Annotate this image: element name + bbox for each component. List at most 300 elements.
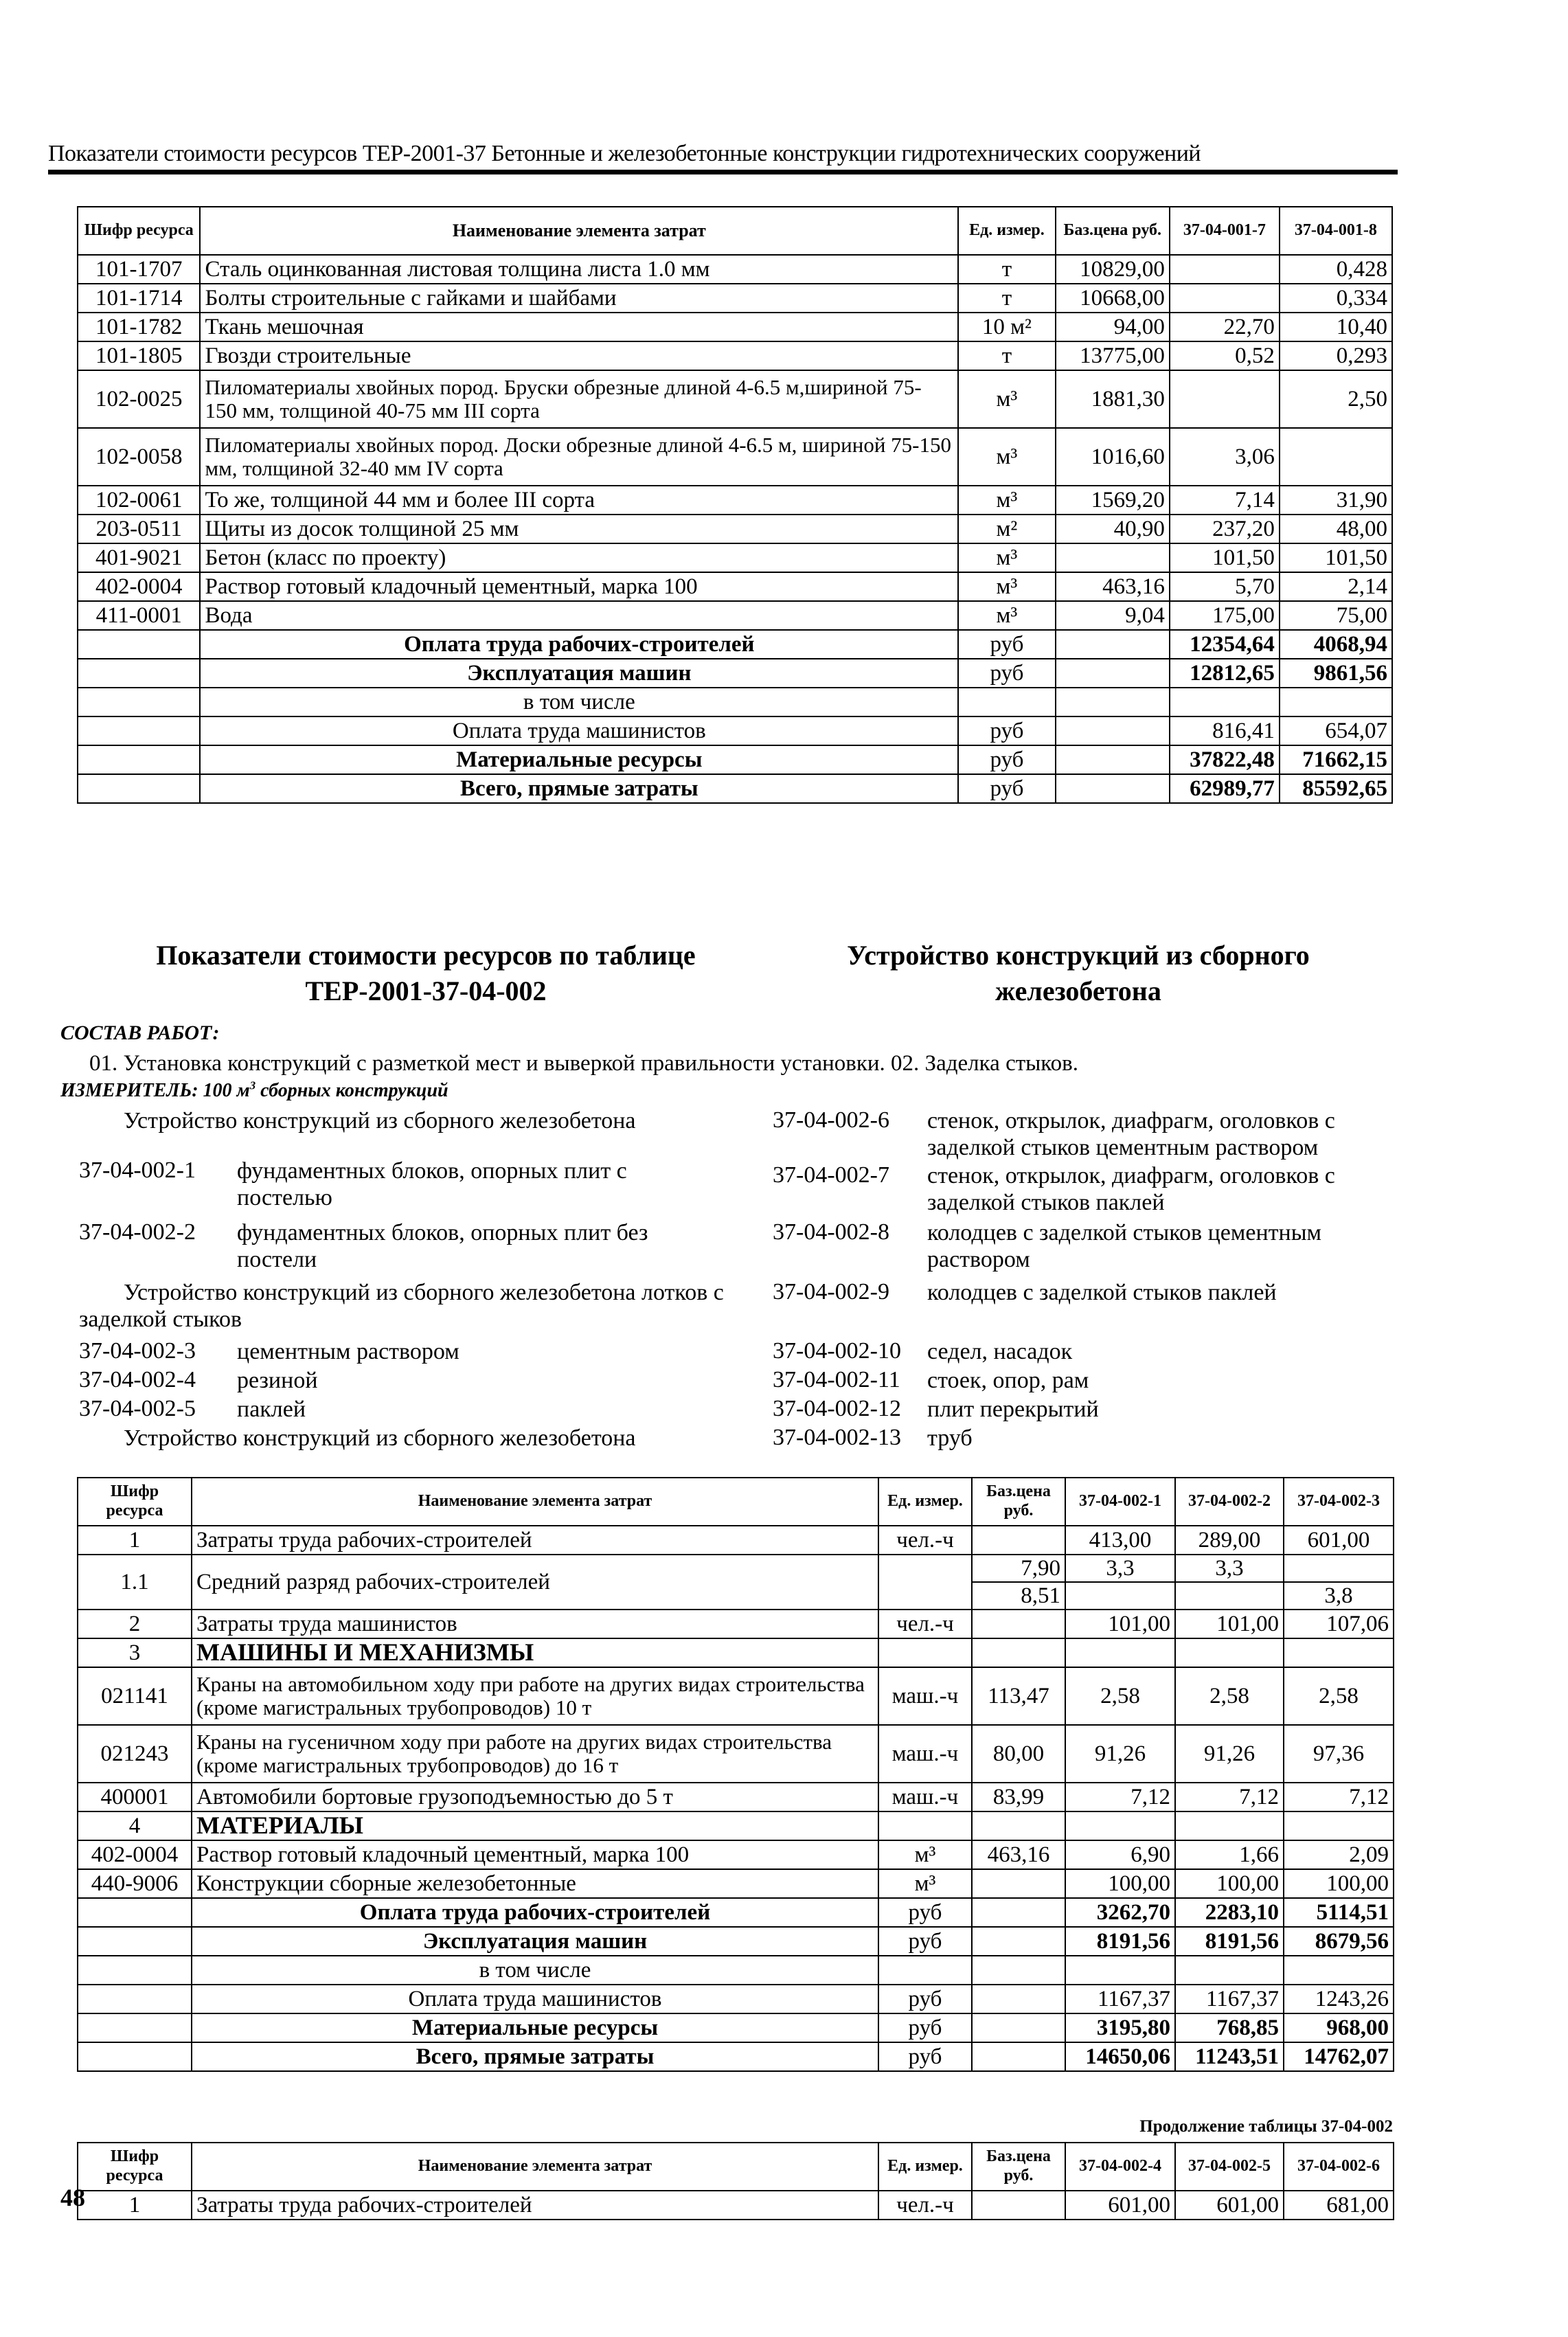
table-cell: Материальные ресурсы: [200, 745, 958, 774]
meter-label: ИЗМЕРИТЕЛЬ: 100 $м^3$ сборных конструкций: [60, 1079, 448, 1101]
table-cell: 101,50: [1170, 543, 1280, 572]
table-cell: руб: [958, 745, 1056, 774]
table-cell: Затраты труда машинистов: [192, 1610, 878, 1638]
section-title-right-line2: железобетона: [995, 975, 1161, 1006]
left-list-code-1: 37-04-002-1: [79, 1158, 196, 1183]
table-cell: Сталь оцинкованная листовая толщина листа 1.0 мм: [200, 255, 958, 284]
table-cell: 5114,51: [1284, 1898, 1394, 1927]
column-header: Ед. измер.: [958, 207, 1056, 255]
right-list-code-13: 37-04-002-13: [773, 1425, 901, 1450]
table-cell: 440-9006: [78, 1869, 192, 1898]
table-cell: Оплата труда рабочих-строителей: [200, 630, 958, 659]
table-cell: [1175, 1811, 1284, 1840]
table-cell: 402-0004: [78, 1840, 192, 1869]
table-cell: 237,20: [1170, 515, 1280, 543]
table-cell: [972, 1956, 1065, 1985]
table-cell: 3195,80: [1065, 2013, 1175, 2042]
table-cell: 97,36: [1284, 1725, 1394, 1783]
right-list-text-12: плит перекрытий: [927, 1397, 1099, 1422]
table-row: [78, 774, 1392, 803]
table-row: [78, 1555, 1394, 1582]
right-list-text-9: колодцев с заделкой стыков паклей: [927, 1280, 1277, 1305]
table-cell: 2,50: [1280, 370, 1392, 428]
table-cell: [1056, 630, 1170, 659]
left-list-head-1: Устройство конструкций из сборного железобетона: [124, 1108, 636, 1133]
left-list-head-2: Устройство конструкций из сборного железобетона лотков с заделкой стыков: [79, 1280, 724, 1333]
table-cell: м³: [958, 486, 1056, 515]
table-cell: 101-1805: [78, 341, 200, 370]
table-row: [78, 1956, 1394, 1985]
table-cell: 816,41: [1170, 716, 1280, 745]
table-cell: м³: [878, 1869, 972, 1898]
column-header: Шифр ресурса: [78, 1478, 192, 1526]
table-cell: м³: [958, 428, 1056, 486]
table-cell: 2: [78, 1610, 192, 1638]
table-cell: 1569,20: [1056, 486, 1170, 515]
table-cell: 2,58: [1175, 1667, 1284, 1725]
table-row: [78, 2013, 1394, 2042]
table-cell: [972, 1610, 1065, 1638]
column-header: Ед. измер.: [878, 1478, 972, 1526]
table-cell: 1.1: [78, 1555, 192, 1610]
table-cell: маш.-ч: [878, 1783, 972, 1811]
column-header: Наименование элемента затрат: [200, 207, 958, 255]
table-cell: руб: [878, 2013, 972, 2042]
table-cell: [1065, 1811, 1175, 1840]
table-row: [78, 284, 1392, 313]
section-title-left-line1: Показатели стоимости ресурсов по таблице: [156, 940, 696, 971]
table-cell: Оплата труда рабочих-строителей: [192, 1898, 878, 1927]
table-cell: 1881,30: [1056, 370, 1170, 428]
table-cell: [1280, 688, 1392, 716]
table-row: [78, 1526, 1394, 1555]
table-cell: 3,3: [1175, 1555, 1284, 1582]
table-cell: 13775,00: [1056, 341, 1170, 370]
table-cell: [972, 2042, 1065, 2071]
table-cell: Оплата труда машинистов: [192, 1985, 878, 2013]
table-row: [78, 745, 1392, 774]
table-cell: 3,3: [1065, 1555, 1175, 1582]
table-cell: [1056, 774, 1170, 803]
table-row: [78, 486, 1392, 515]
right-list-text-6: стенок, открылок, диафрагм, оголовков с заделкой стыков цементным раствором: [927, 1108, 1335, 1161]
section-title-right-line1: Устройство конструкций из сборного: [847, 940, 1310, 971]
table-cell: чел.-ч: [878, 2191, 972, 2220]
table-cell: 8191,56: [1065, 1927, 1175, 1956]
table-cell: 411-0001: [78, 601, 200, 630]
table-row: [78, 716, 1392, 745]
table-cell: 12354,64: [1170, 630, 1280, 659]
table-cell: [1175, 1956, 1284, 1985]
table-cell: 402-0004: [78, 572, 200, 601]
table-header-row: [78, 1478, 1394, 1526]
table-cell: Раствор готовый кладочный цементный, марка 100: [200, 572, 958, 601]
table-cell: 31,90: [1280, 486, 1392, 515]
table-cell: Вода: [200, 601, 958, 630]
column-header: 37-04-002-4: [1065, 2143, 1175, 2191]
table-cell: м³: [958, 572, 1056, 601]
table-cell: 101,00: [1065, 1610, 1175, 1638]
table-cell: 3262,70: [1065, 1898, 1175, 1927]
left-list-text-1: фундаментных блоков, опорных плит с постелью: [237, 1158, 627, 1211]
table-row: [78, 515, 1392, 543]
column-header: Баз.цена руб.: [972, 1478, 1065, 1526]
table-row: [78, 1927, 1394, 1956]
table-cell: руб: [878, 1927, 972, 1956]
table-cell: руб: [878, 1985, 972, 2013]
table-cell: 601,00: [1284, 1526, 1394, 1555]
table-cell: 4: [78, 1811, 192, 1840]
table-cell: Затраты труда рабочих-строителей: [192, 1526, 878, 1555]
table-cell: [1175, 1638, 1284, 1667]
table-row: [78, 1840, 1394, 1869]
table-cell: [1065, 1956, 1175, 1985]
table-cell: м³: [958, 601, 1056, 630]
table-cell: 48,00: [1280, 515, 1392, 543]
right-list-code-7: 37-04-002-7: [773, 1162, 889, 1188]
table-cell: 10668,00: [1056, 284, 1170, 313]
section-title-left: [124, 938, 728, 1009]
column-header: Баз.цена руб.: [972, 2143, 1065, 2191]
section-title-left-line2: ТЕР-2001-37-04-002: [305, 975, 547, 1006]
table-cell: Краны на автомобильном ходу при работе на других видах строительства (кроме магистральных трубопроводов) 10 т: [192, 1667, 878, 1725]
table-cell: Раствор готовый кладочный цементный, марка 100: [192, 1840, 878, 1869]
right-list-text-7: стенок, открылок, диафрагм, оголовков с заделкой стыков паклей: [927, 1163, 1335, 1216]
table-cell: [1284, 1638, 1394, 1667]
table-cell: Гвозди строительные: [200, 341, 958, 370]
right-list-code-11: 37-04-002-11: [773, 1367, 900, 1392]
left-list-code-5: 37-04-002-5: [79, 1396, 196, 1421]
table-cell: 14650,06: [1065, 2042, 1175, 2071]
table-cell: руб: [878, 1898, 972, 1927]
table-cell: м³: [958, 370, 1056, 428]
table-cell: 7,12: [1284, 1783, 1394, 1811]
column-header: 37-04-002-3: [1284, 1478, 1394, 1526]
table-row: [78, 1783, 1394, 1811]
left-list-text-4: резиной: [237, 1368, 318, 1393]
table-cell: 0,52: [1170, 341, 1280, 370]
table-cell: 1016,60: [1056, 428, 1170, 486]
resource-cost-table-001: [77, 206, 1393, 804]
table-cell: [1056, 745, 1170, 774]
table-row: [78, 601, 1392, 630]
table-cell: [878, 1811, 972, 1840]
table-cell: 102-0061: [78, 486, 200, 515]
table-cell: 413,00: [1065, 1526, 1175, 1555]
table-cell: Щиты из досок толщиной 25 мм: [200, 515, 958, 543]
table-header-row: [78, 2143, 1394, 2191]
column-header: Наименование элемента затрат: [192, 1478, 878, 1526]
left-list-code-3: 37-04-002-3: [79, 1338, 196, 1364]
table-row: [78, 688, 1392, 716]
table-row: [78, 255, 1392, 284]
table-cell: 1167,37: [1065, 1985, 1175, 2013]
table-cell: 91,26: [1175, 1725, 1284, 1783]
table-row: [78, 1811, 1394, 1840]
table-cell: [78, 1927, 192, 1956]
table-cell: т: [958, 255, 1056, 284]
table-cell: т: [958, 341, 1056, 370]
table-cell: 40,90: [1056, 515, 1170, 543]
table-cell: Автомобили бортовые грузоподъемностью до 5 т: [192, 1783, 878, 1811]
table-row: [78, 1638, 1394, 1667]
table-row: [78, 2191, 1394, 2220]
table-cell: [972, 1638, 1065, 1667]
table-cell: [78, 1956, 192, 1985]
table-row: [78, 543, 1392, 572]
table-cell: маш.-ч: [878, 1725, 972, 1783]
table-cell: Конструкции сборные железобетонные: [192, 1869, 878, 1898]
column-header: 37-04-001-8: [1280, 207, 1392, 255]
table-cell: [1065, 1638, 1175, 1667]
table-cell: [972, 2013, 1065, 2042]
table-cell: 1243,26: [1284, 1985, 1394, 2013]
table-cell: 203-0511: [78, 515, 200, 543]
table-row: [78, 341, 1392, 370]
table-cell: 463,16: [1056, 572, 1170, 601]
table-cell: 3,06: [1170, 428, 1280, 486]
table-cell: [972, 1526, 1065, 1555]
table-row: [78, 659, 1392, 688]
table-cell: Краны на гусеничном ходу при работе на других видах строительства (кроме магистральных трубопроводов) до 16 т: [192, 1725, 878, 1783]
table-cell: [1284, 1811, 1394, 1840]
left-list-code-2: 37-04-002-2: [79, 1219, 196, 1245]
table-cell: [1284, 1555, 1394, 1582]
resource-cost-table-002-continued: [77, 2142, 1394, 2220]
table-cell: Бетон (класс по проекту): [200, 543, 958, 572]
table-cell: 102-0058: [78, 428, 200, 486]
column-header: Ед. измер.: [878, 2143, 972, 2191]
right-list-code-9: 37-04-002-9: [773, 1279, 889, 1305]
column-header: 37-04-002-1: [1065, 1478, 1175, 1526]
table-cell: [972, 2191, 1065, 2220]
table-cell: [1280, 428, 1392, 486]
table-cell: 7,12: [1065, 1783, 1175, 1811]
table-cell: 9861,56: [1280, 659, 1392, 688]
table-cell: 601,00: [1065, 2191, 1175, 2220]
table-cell: в том числе: [200, 688, 958, 716]
continuation-label: Продолжение таблицы 37-04-002: [1139, 2117, 1393, 2136]
column-header: Шифр ресурса: [78, 2143, 192, 2191]
table-cell: руб: [958, 774, 1056, 803]
table-cell: 11243,51: [1175, 2042, 1284, 2071]
table-row: [78, 313, 1392, 341]
table-cell: [878, 1638, 972, 1667]
table-cell: 3: [78, 1638, 192, 1667]
table-cell: 1: [78, 2191, 192, 2220]
table-cell: 401-9021: [78, 543, 200, 572]
left-list-text-5: паклей: [237, 1397, 306, 1422]
table-cell: [972, 1985, 1065, 2013]
table-cell: [1065, 1582, 1175, 1610]
left-list-head-3: Устройство конструкций из сборного железобетона: [124, 1425, 636, 1451]
table-cell: 101-1714: [78, 284, 200, 313]
column-header: Баз.цена руб.: [1056, 207, 1170, 255]
column-header: Наименование элемента затрат: [192, 2143, 878, 2191]
column-header: 37-04-002-5: [1175, 2143, 1284, 2191]
table-cell: [972, 1898, 1065, 1927]
table-cell: Пиломатериалы хвойных пород. Бруски обрезные длиной 4-6.5 м,шириной 75-150 мм, толщиной 40-75 мм III сорта: [200, 370, 958, 428]
right-list-text-10: седел, насадок: [927, 1339, 1073, 1364]
table-cell: 6,90: [1065, 1840, 1175, 1869]
table-row: [78, 370, 1392, 428]
table-cell: Пиломатериалы хвойных пород. Доски обрезные длиной 4-6.5 м, шириной 75-150 мм, толщиной 32-40 мм IV сорта: [200, 428, 958, 486]
table-cell: [1056, 543, 1170, 572]
table-cell: 102-0025: [78, 370, 200, 428]
table-row: [78, 1869, 1394, 1898]
table-row: [78, 1725, 1394, 1783]
table-row: [78, 1667, 1394, 1725]
table-cell: 14762,07: [1284, 2042, 1394, 2071]
table-cell: [78, 659, 200, 688]
running-header: Показатели стоимости ресурсов ТЕР-2001-37 Бетонные и железобетонные конструкции гидротехнических сооружений: [48, 141, 1398, 174]
table-row: [78, 428, 1392, 486]
table-cell: Материальные ресурсы: [192, 2013, 878, 2042]
table-cell: 12812,65: [1170, 659, 1280, 688]
table-cell: 0,293: [1280, 341, 1392, 370]
right-list-text-8: колодцев с заделкой стыков цементным раствором: [927, 1220, 1322, 1273]
table-cell: 968,00: [1284, 2013, 1394, 2042]
table-cell: [958, 688, 1056, 716]
table-cell: 768,85: [1175, 2013, 1284, 2042]
left-list-code-4: 37-04-002-4: [79, 1367, 196, 1392]
table-cell: [1284, 1956, 1394, 1985]
table-cell: 0,334: [1280, 284, 1392, 313]
table-cell: [78, 2013, 192, 2042]
column-header: 37-04-002-2: [1175, 1478, 1284, 1526]
table-cell: 91,26: [1065, 1725, 1175, 1783]
table-cell: [1175, 1582, 1284, 1610]
table-cell: МАШИНЫ И МЕХАНИЗМЫ: [192, 1638, 878, 1667]
table-cell: [78, 774, 200, 803]
table-cell: 10 м²: [958, 313, 1056, 341]
right-list-text-13: труб: [927, 1425, 973, 1451]
table-cell: 22,70: [1170, 313, 1280, 341]
table-cell: 75,00: [1280, 601, 1392, 630]
table-cell: 100,00: [1175, 1869, 1284, 1898]
table-cell: 7,14: [1170, 486, 1280, 515]
table-cell: [1170, 688, 1280, 716]
left-list-text-3: цементным раствором: [237, 1339, 459, 1364]
table-cell: 1,66: [1175, 1840, 1284, 1869]
right-list-text-11: стоек, опор, рам: [927, 1368, 1089, 1393]
table-cell: 100,00: [1065, 1869, 1175, 1898]
table-cell: [1056, 716, 1170, 745]
table-cell: руб: [878, 2042, 972, 2071]
table-cell: 7,90: [972, 1555, 1065, 1582]
table-cell: 400001: [78, 1783, 192, 1811]
table-cell: [972, 1811, 1065, 1840]
table-cell: [878, 1555, 972, 1610]
table-cell: 681,00: [1284, 2191, 1394, 2220]
table-cell: 100,00: [1284, 1869, 1394, 1898]
table-cell: 2,58: [1284, 1667, 1394, 1725]
page-number: 48: [60, 2184, 85, 2211]
table-cell: 3,8: [1284, 1582, 1394, 1610]
table-cell: 1167,37: [1175, 1985, 1284, 2013]
table-row: [78, 1898, 1394, 1927]
table-cell: 101-1782: [78, 313, 200, 341]
table-cell: руб: [958, 716, 1056, 745]
table-cell: м²: [958, 515, 1056, 543]
composition-label: СОСТАВ РАБОТ:: [60, 1021, 220, 1044]
table-cell: руб: [958, 659, 1056, 688]
table-cell: Эксплуатация машин: [192, 1927, 878, 1956]
table-cell: руб: [958, 630, 1056, 659]
table-cell: 10829,00: [1056, 255, 1170, 284]
table-cell: [878, 1956, 972, 1985]
table-cell: 0,428: [1280, 255, 1392, 284]
table-cell: в том числе: [192, 1956, 878, 1985]
table-cell: м³: [878, 1840, 972, 1869]
right-list-code-8: 37-04-002-8: [773, 1219, 889, 1245]
table-cell: 37822,48: [1170, 745, 1280, 774]
table-cell: 2,09: [1284, 1840, 1394, 1869]
table-cell: 107,06: [1284, 1610, 1394, 1638]
table-cell: [1056, 688, 1170, 716]
table-cell: Оплата труда машинистов: [200, 716, 958, 745]
table-cell: [78, 630, 200, 659]
right-list-code-6: 37-04-002-6: [773, 1107, 889, 1133]
resource-cost-table-002: [77, 1477, 1394, 2072]
table-cell: Эксплуатация машин: [200, 659, 958, 688]
table-cell: 101,00: [1175, 1610, 1284, 1638]
table-cell: 94,00: [1056, 313, 1170, 341]
table-cell: Средний разряд рабочих-строителей: [192, 1555, 878, 1610]
table-cell: 021141: [78, 1667, 192, 1725]
table-row: [78, 1610, 1394, 1638]
table-cell: 71662,15: [1280, 745, 1392, 774]
table-cell: 2,58: [1065, 1667, 1175, 1725]
table-cell: 289,00: [1175, 1526, 1284, 1555]
table-cell: 4068,94: [1280, 630, 1392, 659]
table-cell: [78, 1898, 192, 1927]
table-cell: [78, 688, 200, 716]
table-cell: [1056, 659, 1170, 688]
table-cell: 9,04: [1056, 601, 1170, 630]
table-cell: [78, 1985, 192, 2013]
table-row: [78, 1985, 1394, 2013]
table-cell: [78, 716, 200, 745]
table-cell: т: [958, 284, 1056, 313]
table-cell: 83,99: [972, 1783, 1065, 1811]
table-cell: Всего, прямые затраты: [192, 2042, 878, 2071]
table-cell: маш.-ч: [878, 1667, 972, 1725]
table-cell: Болты строительные с гайками и шайбами: [200, 284, 958, 313]
table-cell: 463,16: [972, 1840, 1065, 1869]
table-cell: [1170, 255, 1280, 284]
table-cell: 2,14: [1280, 572, 1392, 601]
table-cell: 021243: [78, 1725, 192, 1783]
table-cell: [972, 1927, 1065, 1956]
table-cell: МАТЕРИАЛЫ: [192, 1811, 878, 1840]
table-cell: [1170, 370, 1280, 428]
table-cell: 62989,77: [1170, 774, 1280, 803]
column-header: Шифр ресурса: [78, 207, 200, 255]
table-cell: 85592,65: [1280, 774, 1392, 803]
table-row: [78, 630, 1392, 659]
table-cell: То же, толщиной 44 мм и более III сорта: [200, 486, 958, 515]
table-header-row: [78, 207, 1392, 255]
table-cell: [972, 1869, 1065, 1898]
table-cell: 8679,56: [1284, 1927, 1394, 1956]
composition-text: 01. Установка конструкций с разметкой мест и выверкой правильности установки. 02. Заделка стыков.: [89, 1051, 1078, 1076]
table-cell: 8191,56: [1175, 1927, 1284, 1956]
table-cell: 101-1707: [78, 255, 200, 284]
right-list-code-10: 37-04-002-10: [773, 1338, 901, 1364]
column-header: 37-04-002-6: [1284, 2143, 1394, 2191]
table-cell: Затраты труда рабочих-строителей: [192, 2191, 878, 2220]
